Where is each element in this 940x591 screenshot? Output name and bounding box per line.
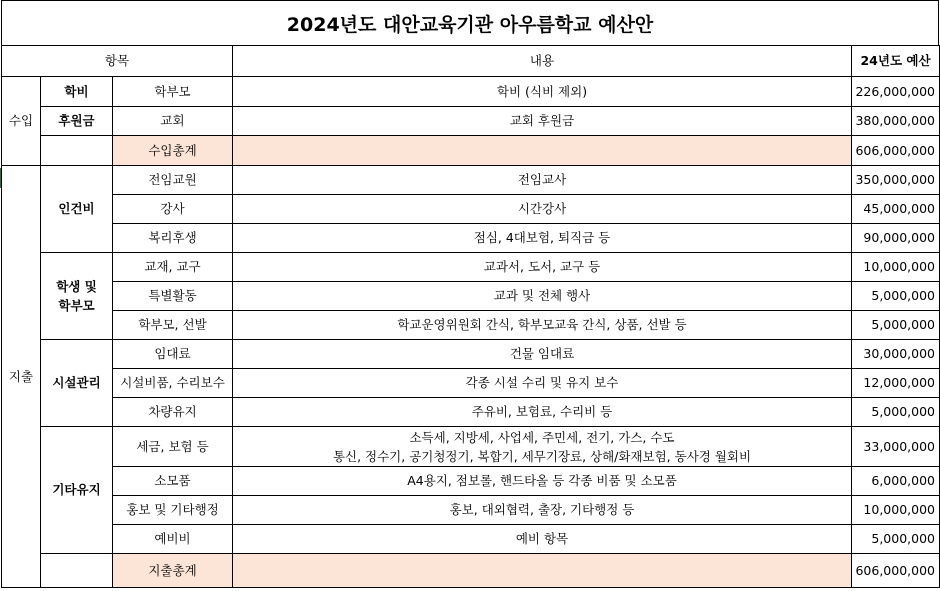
group-facilities[interactable]: 시설관리	[41, 340, 113, 427]
table-row	[2, 253, 940, 282]
expense-label[interactable]: 지출	[2, 166, 41, 588]
table-row	[2, 77, 940, 107]
income-group-donation[interactable]: 후원금	[41, 107, 113, 136]
group-students-line2: 학부모	[58, 298, 95, 313]
content-cell[interactable]: A4용지, 점보롤, 핸드타올 등 각종 비품 및 소모품	[233, 467, 852, 496]
income-total-label[interactable]: 수입총계	[113, 136, 233, 166]
content-cell[interactable]: 점심, 4대보험, 퇴직금 등	[233, 224, 852, 253]
content-line: 통신, 정수기, 공기청정기, 복합기, 세무기장료, 상해/화재보험, 동사경 월회비	[332, 448, 752, 464]
amount-cell[interactable]: 30,000,000	[852, 340, 940, 369]
table-row	[2, 282, 940, 311]
table-row	[2, 195, 940, 224]
income-total-content[interactable]	[233, 136, 852, 166]
income-group-tuition[interactable]: 학비	[41, 77, 113, 107]
income-label[interactable]: 수입	[2, 77, 41, 166]
content-cell[interactable]: 교과 및 전체 행사	[233, 282, 852, 311]
content-cell[interactable]: 각종 시설 수리 및 유지 보수	[233, 369, 852, 398]
table-row	[2, 467, 940, 496]
expense-total-content[interactable]	[233, 554, 852, 588]
header-budget[interactable]: 24년도 예산	[852, 46, 940, 77]
group-students[interactable]	[41, 253, 113, 340]
income-total-row	[2, 136, 940, 166]
content-cell[interactable]: 예비 항목	[233, 525, 852, 554]
item-cell[interactable]: 교회	[113, 107, 233, 136]
amount-cell[interactable]: 33,000,000	[852, 427, 940, 467]
budget-table	[1, 45, 940, 588]
item-cell[interactable]: 학부모, 선발	[113, 311, 233, 340]
income-total-amount[interactable]: 606,000,000	[852, 136, 940, 166]
expense-total-amount[interactable]: 606,000,000	[852, 554, 940, 588]
expense-total-label[interactable]: 지출총계	[113, 554, 233, 588]
table-row	[2, 166, 940, 195]
empty-cell[interactable]	[41, 136, 113, 166]
amount-cell[interactable]: 5,000,000	[852, 398, 940, 427]
amount-cell[interactable]: 380,000,000	[852, 107, 940, 136]
item-cell[interactable]: 소모품	[113, 467, 233, 496]
table-row	[2, 427, 940, 467]
amount-cell[interactable]: 12,000,000	[852, 369, 940, 398]
table-row	[2, 340, 940, 369]
amount-cell[interactable]: 5,000,000	[852, 282, 940, 311]
item-cell[interactable]: 교재, 교구	[113, 253, 233, 282]
table-row	[2, 398, 940, 427]
amount-cell[interactable]: 45,000,000	[852, 195, 940, 224]
table-row	[2, 369, 940, 398]
item-cell[interactable]: 전임교원	[113, 166, 233, 195]
amount-cell[interactable]: 90,000,000	[852, 224, 940, 253]
content-cell[interactable]	[233, 427, 852, 467]
sheet-title[interactable]: 2024년도 대안교육기관 아우름학교 예산안	[1, 0, 939, 45]
item-cell[interactable]: 홍보 및 기타행정	[113, 496, 233, 525]
item-cell[interactable]: 강사	[113, 195, 233, 224]
group-other[interactable]: 기타유지	[41, 427, 113, 554]
table-row	[2, 311, 940, 340]
item-cell[interactable]: 세금, 보험 등	[113, 427, 233, 467]
content-cell[interactable]: 교과서, 도서, 교구 등	[233, 253, 852, 282]
content-cell[interactable]: 학교운영위원회 간식, 학부모교육 간식, 상품, 선발 등	[233, 311, 852, 340]
content-cell[interactable]: 주유비, 보험료, 수리비 등	[233, 398, 852, 427]
amount-cell[interactable]: 350,000,000	[852, 166, 940, 195]
amount-cell[interactable]: 6,000,000	[852, 467, 940, 496]
item-cell[interactable]: 특별활동	[113, 282, 233, 311]
group-students-line1: 학생 및	[56, 279, 97, 294]
table-row	[2, 224, 940, 253]
amount-cell[interactable]: 5,000,000	[852, 525, 940, 554]
table-row	[2, 525, 940, 554]
item-cell[interactable]: 예비비	[113, 525, 233, 554]
content-cell[interactable]: 교회 후원금	[233, 107, 852, 136]
content-cell[interactable]: 건물 임대료	[233, 340, 852, 369]
header-row	[2, 46, 940, 77]
header-content[interactable]: 내용	[233, 46, 852, 77]
content-cell[interactable]: 전임교사	[233, 166, 852, 195]
amount-cell[interactable]: 10,000,000	[852, 496, 940, 525]
expense-total-row	[2, 554, 940, 588]
group-personnel[interactable]: 인건비	[41, 166, 113, 253]
item-cell[interactable]: 차량유지	[113, 398, 233, 427]
content-cell[interactable]: 시간강사	[233, 195, 852, 224]
item-cell[interactable]: 학부모	[113, 77, 233, 107]
amount-cell[interactable]: 5,000,000	[852, 311, 940, 340]
table-row	[2, 496, 940, 525]
item-cell[interactable]: 시설비품, 수리보수	[113, 369, 233, 398]
empty-cell[interactable]	[41, 554, 113, 588]
item-cell[interactable]: 임대료	[113, 340, 233, 369]
content-cell[interactable]: 홍보, 대외협력, 출장, 기타행정 등	[233, 496, 852, 525]
item-cell[interactable]: 복리후생	[113, 224, 233, 253]
amount-cell[interactable]: 226,000,000	[852, 77, 940, 107]
header-item[interactable]: 항목	[2, 46, 233, 77]
table-row	[2, 107, 940, 136]
content-line: 소득세, 지방세, 사업세, 주민세, 전기, 가스, 수도	[409, 429, 675, 445]
content-cell[interactable]: 학비 (식비 제외)	[233, 77, 852, 107]
amount-cell[interactable]: 10,000,000	[852, 253, 940, 282]
